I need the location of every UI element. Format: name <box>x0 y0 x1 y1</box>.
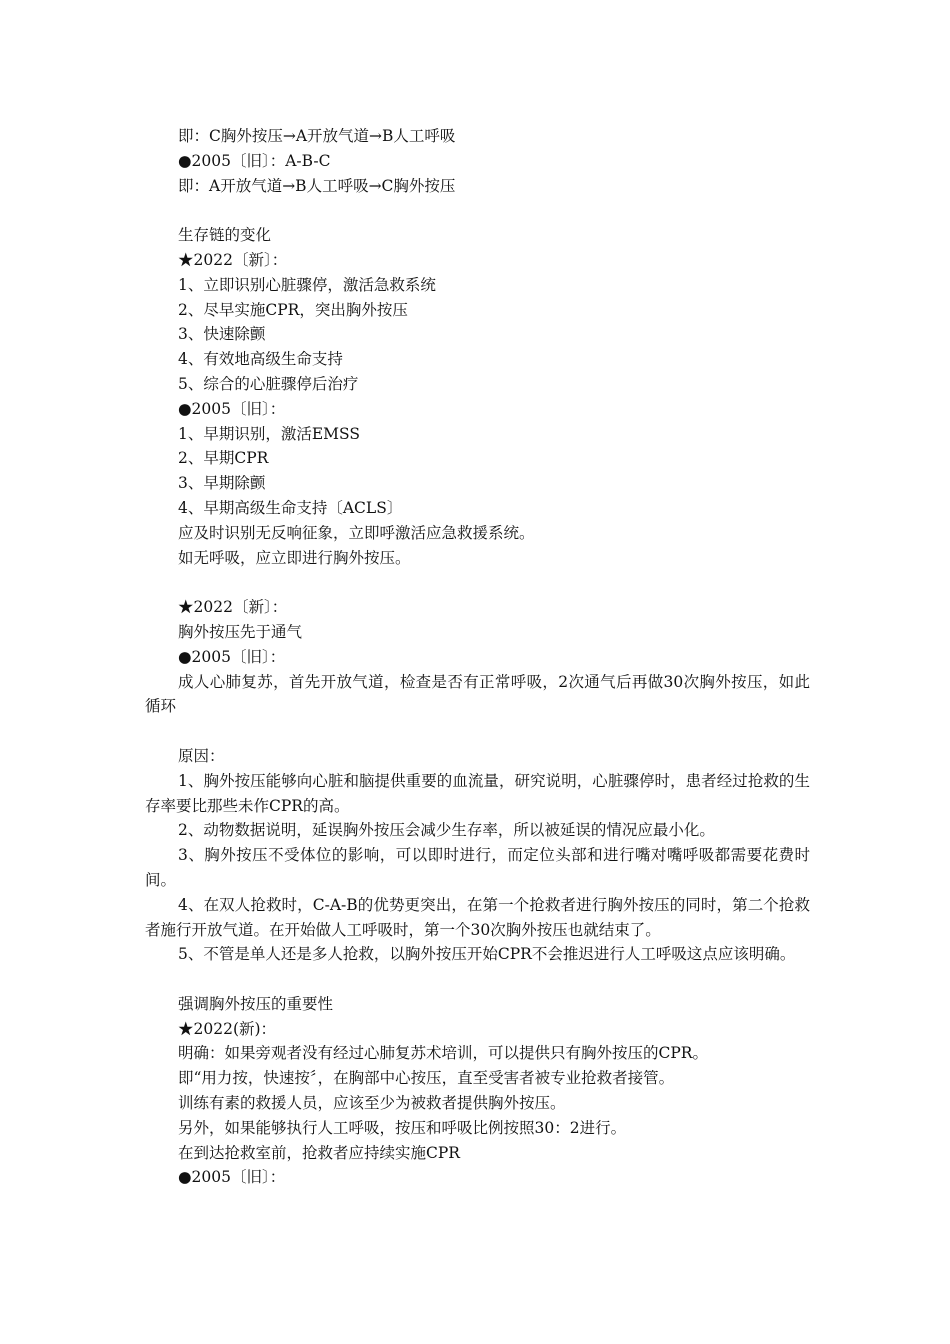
order-old-paragraph: 成人心肺复苏，首先开放气道，检查是否有正常呼吸，2次通气后再做30次胸外按压，如此循环 <box>145 672 810 716</box>
list-item: 3、早期除颤 <box>178 474 266 493</box>
new-2022-label: ★2022〔新〕： <box>178 250 288 269</box>
document-body <box>145 124 810 1190</box>
list-item: 5、综合的心脏骤停后治疗 <box>178 374 359 393</box>
emphasis-line: 训练有素的救援人员，应该至少为被救者提供胸外按压。 <box>178 1094 566 1113</box>
note-line: 应及时识别无反响征象，立即呼激活应急救援系统。 <box>178 523 535 542</box>
section-heading-emphasis: 强调胸外按压的重要性 <box>178 994 334 1013</box>
old-2005-label: ●2005〔旧〕： <box>178 647 286 666</box>
reasons-heading: 原因： <box>178 746 225 765</box>
reason-paragraph: 5、不管是单人还是多人抢救，以胸外按压开始CPR不会推迟进行人工呼吸这点应该明确。 <box>178 945 796 964</box>
emphasis-line: 在到达抢救室前，抢救者应持续实施CPR <box>178 1143 460 1162</box>
emphasis-line: 另外，如果能够执行人工呼吸，按压和呼吸比例按照30：2进行。 <box>178 1118 627 1137</box>
list-item: 2、尽早实施CPR，突出胸外按压 <box>178 300 408 319</box>
old-2005-label: ●2005〔旧〕： <box>178 399 286 418</box>
reason-paragraph: 4、在双人抢救时，C-A-B的优势更突出，在第一个抢救者进行胸外按压的同时，第二个抢救者施行开放气道。在开始做人工呼吸时，第一个30次胸外按压也就结束了。 <box>145 895 810 939</box>
note-line: 如无呼吸，应立即进行胸外按压。 <box>178 548 411 567</box>
order-new-text: 胸外按压先于通气 <box>178 622 303 641</box>
new-2022-label: ★2022〔新〕： <box>178 598 288 617</box>
blank-line <box>145 967 810 992</box>
blank-line <box>145 719 810 744</box>
new-2022-label: ★2022(新)： <box>178 1019 277 1038</box>
blank-line <box>145 570 810 595</box>
text-line-old-abc-label: ●2005〔旧〕：A-B-C <box>178 151 331 170</box>
blank-line <box>145 198 810 223</box>
list-item: 1、立即识别心脏骤停，激活急救系统 <box>178 275 436 294</box>
list-item: 3、快速除颤 <box>178 325 266 344</box>
text-line-abc-order: 即：A开放气道→B人工呼吸→C胸外按压 <box>178 176 456 195</box>
text-line-cab-order: 即：C胸外按压→A开放气道→B人工呼吸 <box>178 127 456 145</box>
emphasis-line: 即“用力按，快速按〞，在胸部中心按压，直至受害者被专业抢救者接管。 <box>178 1069 675 1088</box>
list-item: 1、早期识别，激活EMSS <box>178 424 361 443</box>
list-item: 2、早期CPR <box>178 449 269 468</box>
old-2005-label: ●2005〔旧〕： <box>178 1168 286 1187</box>
section-heading-chain-of-survival: 生存链的变化 <box>178 226 272 245</box>
emphasis-line: 明确：如果旁观者没有经过心肺复苏术培训，可以提供只有胸外按压的CPR。 <box>178 1044 708 1063</box>
reason-paragraph: 2、动物数据说明，延误胸外按压会减少生存率，所以被延误的情况应最小化。 <box>178 821 715 840</box>
list-item: 4、有效地高级生命支持 <box>178 350 343 369</box>
reason-paragraph: 3、胸外按压不受体位的影响，可以即时进行，而定位头部和进行嘴对嘴呼吸都需要花费时间。 <box>145 846 810 889</box>
list-item: 4、早期高级生命支持〔ACLS〕 <box>178 498 403 517</box>
reason-paragraph: 1、胸外按压能够向心脏和脑提供重要的血流量，研究说明，心脏骤停时，患者经过抢救的生存率要比那些未作CPR的高。 <box>145 771 810 815</box>
